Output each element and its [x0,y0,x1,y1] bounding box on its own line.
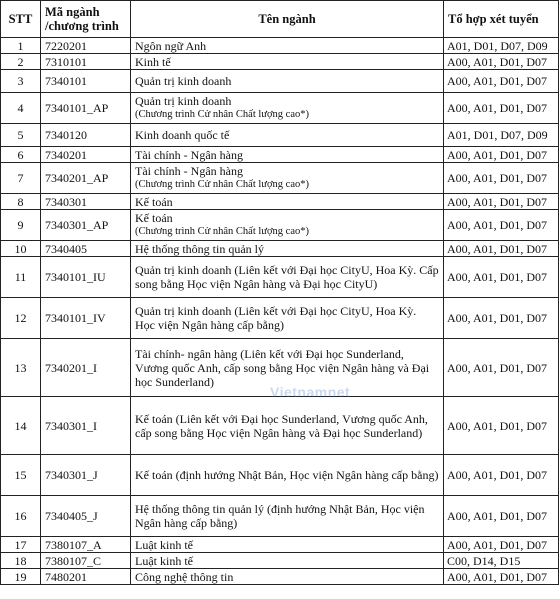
major-note: (Chương trình Cử nhân Chất lượng cao*) [135,179,309,190]
table-row [1,38,559,54]
major-name: Quản trị kinh doanh (Liên kết với Đại học CityU, Hoa Kỳ. Học viện Ngân hàng cấp bằng) [135,304,417,332]
watermark: Vietnamnet [270,384,351,400]
row-combo: A00, A01, D01, D07 [444,537,559,553]
row-stt: 2 [1,54,41,70]
row-code: 7310101 [41,54,131,70]
row-combo: A01, D01, D07, D09 [444,38,559,54]
table-row [1,163,559,194]
header-combo: Tổ hợp xét tuyển [444,1,559,38]
row-code: 7340201 [41,147,131,163]
row-stt: 16 [1,496,41,537]
table-row [1,455,559,496]
major-name: Kế toán (định hướng Nhật Bản, Học viện Ngân hàng cấp bằng) [135,468,439,482]
row-combo: A00, A01, D01, D07 [444,194,559,210]
row-stt: 4 [1,93,41,124]
row-major [131,455,444,496]
row-stt: 14 [1,397,41,455]
major-name: Ngôn ngữ Anh [135,38,207,53]
row-major [131,241,444,257]
row-major [131,397,444,455]
row-combo: A00, A01, D01, D07 [444,397,559,455]
row-major [131,210,444,241]
header-code [41,1,131,38]
row-stt: 8 [1,194,41,210]
table-row [1,93,559,124]
row-combo: A00, A01, D01, D07 [444,298,559,339]
row-combo: A00, A01, D01, D07 [444,147,559,163]
row-combo: C00, D14, D15 [444,553,559,569]
row-major [131,93,444,124]
table-row [1,257,559,298]
row-major [131,257,444,298]
row-stt: 1 [1,38,41,54]
major-name: Kinh tế [135,54,171,69]
major-name: Tài chính - Ngân hàng [135,164,243,178]
table-row [1,194,559,210]
row-combo: A01, D01, D07, D09 [444,124,559,147]
header-code-line2: /chương trình [45,19,119,33]
row-major [131,54,444,70]
major-name: Quản trị kinh doanh [135,94,232,108]
row-major [131,194,444,210]
major-name: Quản trị kinh doanh (Liên kết với Đại học CityU, Hoa Kỳ. Cấp song bằng Học viện Ngân hàng và Đại học CityU) [135,263,439,291]
table-row [1,241,559,257]
table-row [1,553,559,569]
row-code: 7340301_I [41,397,131,455]
row-stt: 6 [1,147,41,163]
table-row [1,298,559,339]
major-name: Kế toán (Liên kết với Đại học Sunderland, Vương quốc Anh, cấp song bằng Học viện Ngân hàng và Đại học Sunderland) [135,411,428,440]
row-major [131,147,444,163]
row-stt: 15 [1,455,41,496]
row-code: 7340405_J [41,496,131,537]
row-code: 7220201 [41,38,131,54]
major-name: Tài chính- ngân hàng (Liên kết với Đại học Sunderland, Vương quốc Anh, cấp song bằng Học viện Ngân hàng và Đại học Sunderland) [135,346,430,389]
row-major [131,553,444,569]
major-name: Kế toán [135,211,173,225]
row-stt: 7 [1,163,41,194]
row-combo: A00, A01, D01, D07 [444,455,559,496]
row-major [131,124,444,147]
header-code-line1: Mã ngành [45,5,100,19]
row-code: 7340301_AP [41,210,131,241]
table-row [1,124,559,147]
row-major [131,569,444,585]
table-row [1,397,559,455]
major-note: (Chương trình Cử nhân Chất lượng cao*) [135,226,309,237]
major-name: Hệ thống thông tin quản lý (định hướng Nhật Bản, Học viện Ngân hàng cấp bằng) [135,502,425,530]
row-stt: 11 [1,257,41,298]
row-code: 7340101_AP [41,93,131,124]
row-code: 7340301 [41,194,131,210]
row-major [131,163,444,194]
row-combo: A00, A01, D01, D07 [444,241,559,257]
header-stt: STT [1,1,41,38]
header-row [1,1,559,38]
major-name: Luật kinh tế [135,537,193,552]
row-code: 7340201_I [41,339,131,397]
major-name: Hệ thống thông tin quản lý [135,241,264,256]
major-name: Kinh doanh quốc tế [135,128,230,142]
row-stt: 10 [1,241,41,257]
table-row [1,537,559,553]
row-code: 7340101_IV [41,298,131,339]
row-major [131,38,444,54]
row-stt: 17 [1,537,41,553]
table-row [1,496,559,537]
row-combo: A00, A01, D01, D07 [444,496,559,537]
row-code: 7340201_AP [41,163,131,194]
table-row [1,54,559,70]
row-stt: 3 [1,70,41,93]
row-combo: A00, A01, D01, D07 [444,257,559,298]
row-combo: A00, A01, D01, D07 [444,70,559,93]
row-code: 7340301_J [41,455,131,496]
row-stt: 9 [1,210,41,241]
row-code: 7340101_IU [41,257,131,298]
row-code: 7480201 [41,569,131,585]
major-name: Kế toán [135,194,173,209]
row-combo: A00, A01, D01, D07 [444,54,559,70]
row-major [131,537,444,553]
header-major: Tên ngành [131,1,444,38]
table-row [1,70,559,93]
table-row [1,147,559,163]
major-name: Công nghệ thông tin [135,569,234,584]
row-stt: 5 [1,124,41,147]
row-major [131,70,444,93]
row-stt: 12 [1,298,41,339]
row-code: 7380107_A [41,537,131,553]
row-code: 7340101 [41,70,131,93]
major-name: Tài chính - Ngân hàng [135,147,243,162]
row-code: 7380107_C [41,553,131,569]
table-row [1,210,559,241]
row-combo: A00, A01, D01, D07 [444,339,559,397]
major-name: Quản trị kinh doanh [135,74,232,88]
row-combo: A00, A01, D01, D07 [444,569,559,585]
table-row [1,569,559,585]
row-major [131,298,444,339]
row-stt: 13 [1,339,41,397]
row-combo: A00, A01, D01, D07 [444,210,559,241]
row-combo: A00, A01, D01, D07 [444,163,559,194]
row-combo: A00, A01, D01, D07 [444,93,559,124]
row-major [131,496,444,537]
row-code: 7340120 [41,124,131,147]
row-code: 7340405 [41,241,131,257]
major-name: Luật kinh tế [135,553,193,568]
row-stt: 18 [1,553,41,569]
row-stt: 19 [1,569,41,585]
major-note: (Chương trình Cử nhân Chất lượng cao*) [135,109,309,120]
